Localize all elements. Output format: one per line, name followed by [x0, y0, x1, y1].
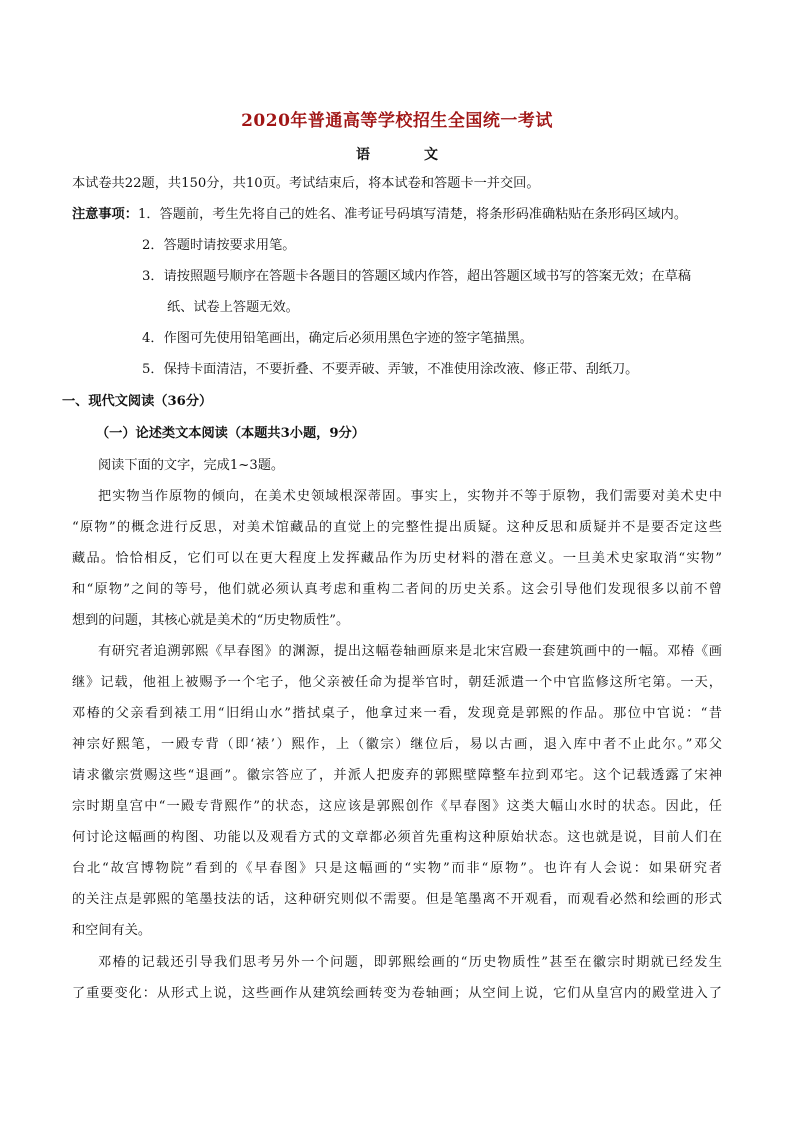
notice-item-4: 4．作图可先使用铅笔画出，确定后必须用黑色字迹的签字笔描黑。	[142, 331, 533, 346]
paragraph-2-line: 神宗好熙笔，一殿专背（即‘裱’）熙作，上（徽宗）继位后，易以古画，退入库中者不止此尔。”邓父	[72, 737, 722, 752]
notice-item-2: 2．答题时请按要求用笔。	[142, 238, 296, 253]
sub-section-heading: （一）论述类文本阅读（本题共3小题，9分）	[96, 426, 365, 441]
paragraph-3-line: 邓椿的记载还引导我们思考另外一个问题，即郭熙绘画的“历史物质性”甚至在徽宗时期就已经发生	[98, 955, 722, 970]
notice-item-1	[72, 205, 687, 225]
paragraph-1-line: 藏品。恰恰相反，它们可以在更大程度上发挥藏品作为历史材料的潜在意义。一旦美术史家取消“实物”	[72, 551, 722, 566]
paragraph-2-line: 有研究者追溯郭熙《早春图》的渊源，提出这幅卷轴画原来是北宋宫殿一套建筑画中的一幅。邓椿《画	[98, 644, 722, 659]
paragraph-1-line: 和“原物”之间的等号，他们就必须认真考虑和重构二者间的历史关系。这会引导他们发现很多以前不曾	[72, 582, 722, 597]
paragraph-2-line: 请求徽宗赏赐这些“退画”。徽宗答应了，并派人把废弃的郭熙壁障整车拉到邓宅。这个记载透露了宋神	[72, 768, 722, 783]
paragraph-1-line: “原物”的概念进行反思，对美术馆藏品的直觉上的完整性提出质疑。这种反思和质疑并不是要否定这些	[72, 520, 722, 535]
paragraph-2-line: 宗时期皇宫中“一殿专背熙作”的状态，这应该是郭熙创作《早春图》这类大幅山水时的状态。因此，任	[72, 799, 722, 814]
paragraph-2-line: 何讨论这幅画的构图、功能以及观看方式的文章都必须首先重构这种原始状态。这也就是说，目前人们在	[72, 830, 722, 845]
paragraph-3-line: 了重要变化：从形式上说，这些画作从建筑绘画转变为卷轴画；从空间上说，它们从皇宫内的殿堂进入了	[72, 986, 722, 1001]
paragraph-2-line: 继》记载，他祖上被赐予一个宅子，他父亲被任命为提举官时，朝廷派遣一个中官监修这所宅第。一天，	[72, 675, 722, 690]
paragraph-2-line: 的关注点是郭熙的笔墨技法的话，这种研究则似不需要。但是笔墨离不开观看，而观看必然和绘画的形式	[72, 892, 722, 907]
notice-item-5: 5．保持卡面清洁，不要折叠、不要弄破、弄皱，不准使用涂改液、修正带、刮纸刀。	[142, 362, 639, 377]
intro-text: 本试卷共22题，共150分，共10页。考试结束后，将本试卷和答题卡一并交回。	[72, 176, 540, 191]
notice-item-3-continued: 纸、试卷上答题无效。	[167, 300, 299, 315]
subject-title: 语 文	[356, 147, 458, 163]
paragraph-2-line: 和空间有关。	[72, 923, 152, 938]
notice-item-text: 1．答题前，考生先将自己的姓名、准考证号码填写清楚，将条形码准确粘贴在条形码区域内。	[137, 207, 688, 222]
paragraph-2-line: 邓椿的父亲看到裱工用“旧绢山水”揩拭桌子，他拿过来一看，发现竟是郭熙的作品。那位中官说：“昔	[72, 706, 722, 721]
notice-label: 注意事项：	[72, 207, 138, 222]
paragraph-1-line: 把实物当作原物的倾向，在美术史领域根深蒂固。事实上，实物并不等于原物，我们需要对美术史中	[98, 489, 722, 504]
section-heading: 一、现代文阅读（36分）	[62, 394, 213, 409]
paragraph-1-line: 想到的问题，其核心就是美术的“历史物质性”。	[72, 613, 350, 628]
paragraph-2-line: 台北“故宫博物院”看到的《早春图》只是这幅画的“实物”而非“原物”。也许有人会说：如果研究者	[72, 861, 722, 876]
reading-instruction: 阅读下面的文字，完成1~3题。	[98, 458, 285, 473]
exam-title: 2020年普通高等学校招生全国统一考试	[241, 111, 553, 131]
notice-item-3: 3．请按照题号顺序在答题卡各题目的答题区域内作答，超出答题区域书写的答案无效；在草稿	[142, 269, 692, 284]
